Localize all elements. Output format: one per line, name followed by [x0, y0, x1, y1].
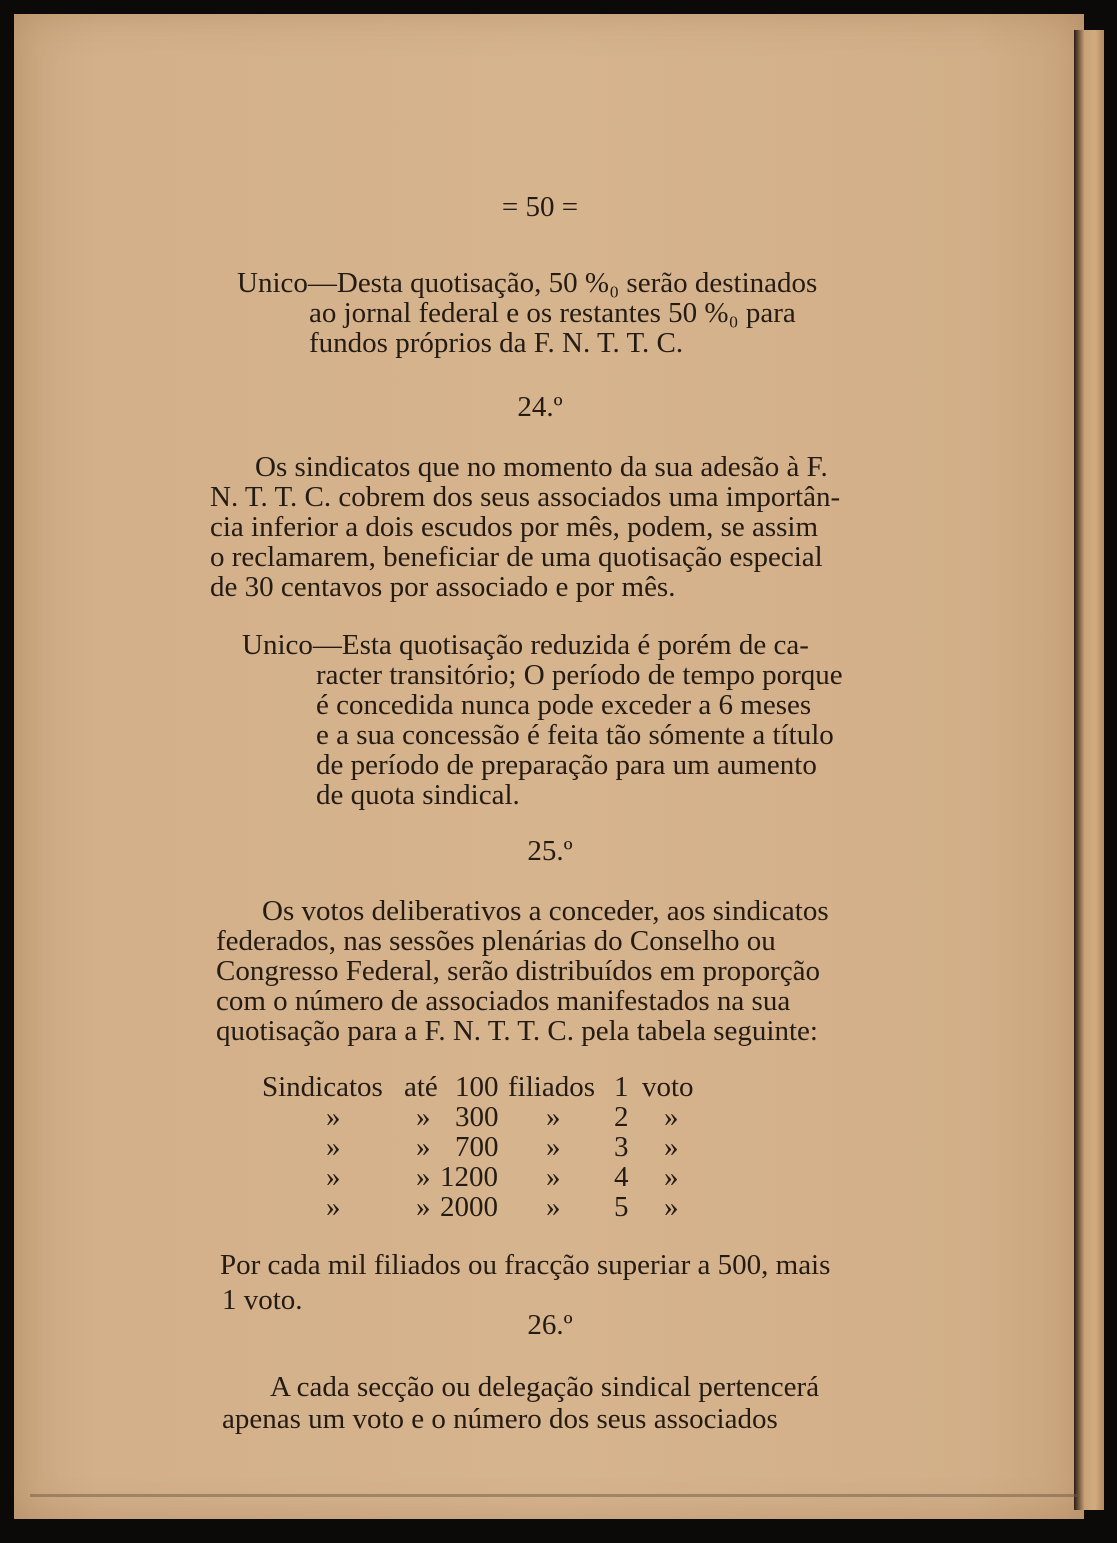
table-cell: »	[416, 1101, 431, 1133]
table-cell: voto	[642, 1071, 694, 1103]
table-cell: »	[326, 1161, 341, 1193]
article-25-line-4: com o número de associados manifestados na sua	[216, 985, 791, 1017]
table-cell: »	[664, 1161, 679, 1193]
unico-1-line-2: ao jornal federal e os restantes 50 %₀ para	[309, 297, 796, 329]
article-25-line-3: Congresso Federal, serão distribuídos em proporção	[216, 955, 821, 987]
page-number: = 50 =	[501, 191, 579, 223]
table-cell: 100	[455, 1071, 499, 1103]
article-26-line-1: A cada secção ou delegação sindical pertencerá	[270, 1371, 820, 1403]
table-cell: 2	[614, 1101, 629, 1133]
article-25-line-1: Os votos deliberativos a conceder, aos sindicatos	[262, 895, 829, 927]
article-24-line-4: o reclamarem, beneficiar de uma quotisação especial	[210, 541, 823, 573]
article-24-line-3: cia inferior a dois escudos por mês, podem, se assim	[210, 511, 819, 543]
table-cell: »	[546, 1191, 561, 1223]
table-cell: Sindicatos	[262, 1071, 383, 1103]
article-25-line-5: quotisação para a F. N. T. T. C. pela tabela seguinte:	[216, 1015, 818, 1047]
article-24-line-5: de 30 centavos por associado e por mês.	[210, 571, 676, 603]
table-cell: 3	[614, 1131, 629, 1163]
table-cell: »	[326, 1131, 341, 1163]
extra-vote-line-2: 1 voto.	[222, 1284, 303, 1316]
unico-2-line-1: Unico—Esta quotisação reduzida é porém de ca-	[242, 629, 809, 661]
table-cell: »	[664, 1101, 679, 1133]
table-cell: »	[664, 1131, 679, 1163]
unico-2-line-6: de quota sindical.	[316, 779, 520, 811]
table-cell: »	[546, 1131, 561, 1163]
article-26-line-2: apenas um voto e o número dos seus associados	[222, 1403, 778, 1435]
table-cell: »	[416, 1161, 431, 1193]
table-cell: »	[416, 1131, 431, 1163]
table-cell: »	[416, 1191, 431, 1223]
unico-2-line-4: e a sua concessão é feita tão sómente a título	[316, 719, 834, 751]
table-cell: »	[664, 1191, 679, 1223]
unico-2-line-5: de período de preparação para um aumento	[316, 749, 817, 781]
table-cell: até	[404, 1071, 438, 1103]
article-24-line-2: N. T. T. C. cobrem dos seus associados uma importân-	[210, 481, 841, 513]
article-26-heading: 26.º	[527, 1309, 573, 1341]
article-24-heading: 24.º	[517, 391, 563, 423]
table-cell: »	[326, 1101, 341, 1133]
table-cell: 700	[455, 1131, 499, 1163]
table-cell: »	[546, 1161, 561, 1193]
unico-2-line-2: racter transitório; O período de tempo porque	[316, 659, 843, 691]
unico-1-line-1: Unico—Desta quotisação, 50 %₀ serão destinados	[237, 267, 818, 299]
bottom-rule	[30, 1494, 1080, 1497]
table-cell: 4	[614, 1161, 629, 1193]
unico-1-line-3: fundos próprios da F. N. T. T. C.	[309, 327, 684, 359]
page-edge	[1074, 30, 1104, 1510]
table-cell: 5	[614, 1191, 629, 1223]
unico-2-line-3: é concedida nunca pode exceder a 6 meses	[316, 689, 812, 721]
table-cell: »	[326, 1191, 341, 1223]
table-cell: 1200	[440, 1161, 498, 1193]
table-cell: »	[546, 1101, 561, 1133]
table-cell: 300	[455, 1101, 499, 1133]
table-cell: 2000	[440, 1191, 498, 1223]
table-cell: filiados	[508, 1071, 595, 1103]
article-24-line-1: Os sindicatos que no momento da sua adesão à F.	[255, 451, 828, 483]
table-cell: 1	[614, 1071, 629, 1103]
extra-vote-line-1: Por cada mil filiados ou fracção superiar a 500, mais	[220, 1249, 831, 1281]
article-25-heading: 25.º	[527, 835, 573, 867]
article-25-line-2: federados, nas sessões plenárias do Conselho ou	[216, 925, 776, 957]
